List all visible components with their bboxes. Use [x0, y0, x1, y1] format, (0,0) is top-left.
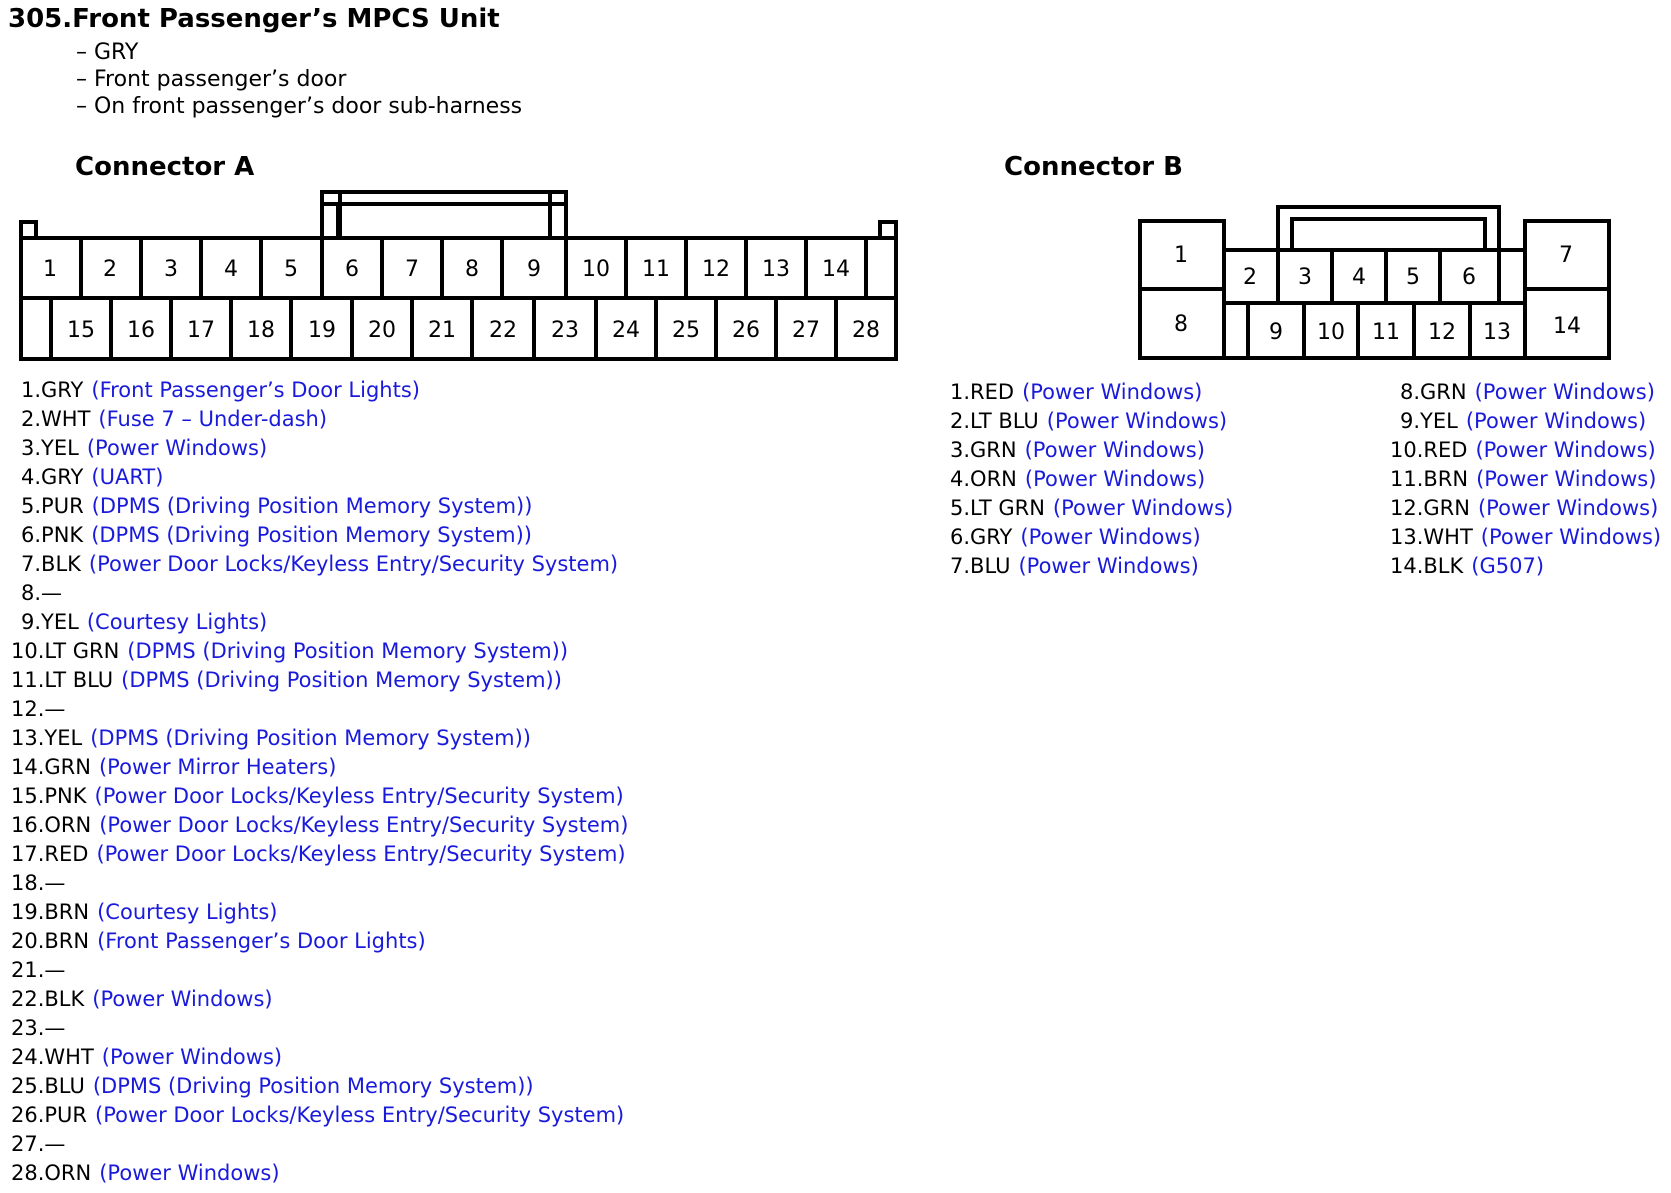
pin-circuit: (Power Door Locks/Keyless Entry/Security System): [88, 552, 619, 576]
pin-label: 1.RED: [950, 380, 1015, 404]
list-item: [950, 554, 1199, 578]
list-item: [11, 668, 562, 692]
pin-circuit: (Front Passenger’s Door Lights): [91, 378, 420, 402]
list-item: [11, 1045, 282, 1069]
connector-a-pin-18: 18: [247, 318, 275, 343]
pin-circuit: (Power Windows): [1046, 409, 1228, 433]
pin-circuit: (DPMS (Driving Position Memory System)): [92, 1074, 534, 1098]
list-item: [21, 494, 532, 518]
connector-a-pin-22: 22: [489, 318, 517, 343]
list-item: [1390, 554, 1544, 578]
pin-label: 9.YEL: [21, 610, 79, 634]
description-harness: – On front passenger’s door sub-harness: [76, 94, 523, 119]
connector-a-pin-7: 7: [405, 257, 419, 282]
connector-a-pin-16: 16: [127, 318, 155, 343]
pin-label: 1.GRY: [21, 378, 84, 402]
connector-b-pin-7: 7: [1559, 243, 1573, 268]
pin-label: 8.—: [21, 581, 63, 605]
pin-circuit: (Power Windows): [1474, 380, 1655, 404]
pin-circuit: (Power Windows): [1477, 496, 1659, 520]
list-item: [11, 755, 336, 779]
connector-a-pin-20: 20: [368, 318, 396, 343]
description-location: – Front passenger’s door: [76, 67, 347, 92]
list-item: [950, 438, 1205, 462]
pin-circuit: (DPMS (Driving Position Memory System)): [121, 668, 562, 692]
connector-a-pin-4: 4: [224, 257, 238, 282]
list-item: [950, 496, 1233, 520]
connector-b-pin-12: 12: [1428, 320, 1456, 345]
pin-circuit: (Power Mirror Heaters): [98, 755, 337, 779]
connector-b-diagram: [0, 0, 1671, 380]
pin-label: 16.ORN: [11, 813, 92, 837]
list-item: [11, 842, 626, 866]
pin-circuit: (Power Windows): [1024, 438, 1205, 462]
list-item: [21, 581, 70, 605]
connector-a-heading: Connector A: [75, 152, 255, 182]
pin-label: 19.BRN: [11, 900, 90, 924]
connector-a-pin-13: 13: [762, 257, 790, 282]
pin-circuit: (Power Windows): [1480, 525, 1662, 549]
list-item: [11, 871, 73, 895]
pin-circuit: (Power Windows): [1465, 409, 1647, 433]
pin-circuit: (Courtesy Lights): [97, 900, 278, 924]
pin-circuit: (DPMS (Driving Position Memory System)): [127, 639, 569, 663]
list-item: [21, 552, 618, 576]
pin-label: 14.GRN: [11, 755, 91, 779]
pin-circuit: (Power Windows): [1475, 438, 1656, 462]
list-item: [11, 900, 278, 924]
pin-label: 15.PNK: [11, 784, 87, 808]
connector-b-pin-13: 13: [1483, 320, 1511, 345]
list-item: [1400, 380, 1655, 404]
pin-label: 13.YEL: [11, 726, 83, 750]
pin-label: 12.GRN: [1390, 496, 1470, 520]
pin-circuit: (Power Windows): [1024, 467, 1206, 491]
pin-circuit: (Power Windows): [101, 1045, 283, 1069]
list-item: [11, 1161, 280, 1185]
pin-label: 6.PNK: [21, 523, 84, 547]
connector-a-pin-2: 2: [103, 257, 117, 282]
list-item: [11, 958, 73, 982]
pin-label: 28.ORN: [11, 1161, 92, 1185]
pin-circuit: (Power Windows): [92, 987, 273, 1011]
connector-a-pin-15: 15: [67, 318, 95, 343]
pin-circuit: (Power Door Locks/Keyless Entry/Security System): [95, 1103, 625, 1127]
pin-label: 6.GRY: [950, 525, 1013, 549]
pin-label: 4.ORN: [950, 467, 1017, 491]
list-item: [11, 1074, 534, 1098]
connector-a-pin-23: 23: [551, 318, 579, 343]
connector-b-pin-2: 2: [1243, 265, 1257, 290]
pin-label: 4.GRY: [21, 465, 84, 489]
pin-circuit: (Power Door Locks/Keyless Entry/Security System): [94, 784, 624, 808]
list-item: [11, 929, 426, 953]
list-item: [11, 813, 628, 837]
pin-label: 10.RED: [1390, 438, 1468, 462]
list-item: [950, 525, 1201, 549]
connector-a-pin-1: 1: [43, 257, 57, 282]
connector-a-pin-14: 14: [822, 257, 850, 282]
connector-a-pin-21: 21: [428, 318, 456, 343]
pin-label: 21.—: [11, 958, 66, 982]
connector-b-pin-10: 10: [1317, 320, 1345, 345]
pin-circuit: (Power Door Locks/Keyless Entry/Security System): [96, 842, 626, 866]
list-item: [11, 987, 273, 1011]
pin-label: 13.WHT: [1390, 525, 1473, 549]
pin-circuit: (Power Windows): [99, 1161, 280, 1185]
pin-label: 2.WHT: [21, 407, 91, 431]
pin-circuit: (Power Windows): [1476, 467, 1657, 491]
pin-label: 10.LT GRN: [11, 639, 120, 663]
list-item: [11, 639, 568, 663]
pin-label: 24.WHT: [11, 1045, 94, 1069]
pin-label: 23.—: [11, 1016, 66, 1040]
list-item: [11, 697, 73, 721]
connector-a-pin-26: 26: [732, 318, 760, 343]
list-item: [1390, 467, 1656, 491]
pin-label: 5.LT GRN: [950, 496, 1045, 520]
pin-label: 7.BLK: [21, 552, 81, 576]
list-item: [11, 1132, 73, 1156]
pin-label: 25.BLU: [11, 1074, 85, 1098]
list-item: [950, 467, 1205, 491]
connector-a-pin-28: 28: [852, 318, 880, 343]
pin-label: 18.—: [11, 871, 66, 895]
connector-a-pin-12: 12: [702, 257, 730, 282]
connector-b-heading: Connector B: [1004, 152, 1183, 182]
pin-circuit: (Front Passenger’s Door Lights): [97, 929, 426, 953]
pin-label: 11.BRN: [1390, 467, 1469, 491]
pin-label: 2.LT BLU: [950, 409, 1039, 433]
connector-a-pin-3: 3: [164, 257, 178, 282]
list-item: [21, 436, 267, 460]
list-item: [21, 610, 267, 634]
pin-label: 14.BLK: [1390, 554, 1464, 578]
connector-b-pin-3: 3: [1298, 265, 1312, 290]
pin-label: 3.GRN: [950, 438, 1017, 462]
list-item: [21, 407, 327, 431]
pin-circuit: (DPMS (Driving Position Memory System)): [90, 726, 531, 750]
connector-b-pin-11: 11: [1372, 320, 1400, 345]
pin-circuit: (Power Windows): [1052, 496, 1234, 520]
pin-circuit: (Power Windows): [1018, 554, 1199, 578]
list-item: [21, 465, 163, 489]
connector-a-pin-25: 25: [672, 318, 700, 343]
pin-circuit: (Power Door Locks/Keyless Entry/Security System): [99, 813, 629, 837]
connector-b-pin-1: 1: [1174, 243, 1188, 268]
connector-b-pin-14: 14: [1553, 314, 1581, 339]
list-item: [1390, 438, 1656, 462]
pin-circuit: (Courtesy Lights): [86, 610, 268, 634]
connector-a-pin-5: 5: [284, 257, 298, 282]
page-title: 305.Front Passenger’s MPCS Unit: [8, 4, 500, 34]
pin-circuit: (UART): [91, 465, 164, 489]
list-item: [21, 378, 420, 402]
pin-label: 11.LT BLU: [11, 668, 114, 692]
connector-b-pin-9: 9: [1269, 320, 1283, 345]
pin-label: 9.YEL: [1400, 409, 1458, 433]
pin-circuit: (G507): [1471, 554, 1545, 578]
pin-label: 20.BRN: [11, 929, 90, 953]
pin-label: 12.—: [11, 697, 66, 721]
pin-label: 27.—: [11, 1132, 66, 1156]
list-item: [950, 380, 1202, 404]
connector-a-pin-10: 10: [582, 257, 610, 282]
list-item: [1400, 409, 1646, 433]
pin-label: 22.BLK: [11, 987, 85, 1011]
pin-label: 3.YEL: [21, 436, 79, 460]
pin-label: 8.GRN: [1400, 380, 1467, 404]
connector-a-pin-24: 24: [612, 318, 640, 343]
connector-b-pin-4: 4: [1352, 265, 1366, 290]
connector-a-pin-8: 8: [465, 257, 479, 282]
pin-circuit: (Fuse 7 – Under-dash): [98, 407, 328, 431]
connector-a-pin-27: 27: [792, 318, 820, 343]
pin-label: 5.PUR: [21, 494, 84, 518]
pin-label: 26.PUR: [11, 1103, 88, 1127]
list-item: [21, 523, 532, 547]
connector-b-pin-6: 6: [1462, 265, 1476, 290]
pin-circuit: (Power Windows): [86, 436, 268, 460]
pin-circuit: (Power Windows): [1022, 380, 1203, 404]
list-item: [1390, 525, 1661, 549]
connector-a-pin-19: 19: [308, 318, 336, 343]
connector-b-pin-8: 8: [1174, 312, 1188, 337]
list-item: [11, 1103, 624, 1127]
description-color: – GRY: [76, 40, 139, 65]
connector-a-pin-11: 11: [642, 257, 670, 282]
list-item: [1390, 496, 1658, 520]
connector-a-pin-17: 17: [187, 318, 215, 343]
pin-label: 17.RED: [11, 842, 89, 866]
pin-circuit: (Power Windows): [1020, 525, 1201, 549]
list-item: [11, 784, 624, 808]
list-item: [11, 726, 531, 750]
connector-a-pin-6: 6: [345, 257, 359, 282]
pin-label: 7.BLU: [950, 554, 1011, 578]
list-item: [950, 409, 1227, 433]
pin-circuit: (DPMS (Driving Position Memory System)): [91, 494, 533, 518]
pin-circuit: (DPMS (Driving Position Memory System)): [91, 523, 532, 547]
connector-b-pin-5: 5: [1406, 265, 1420, 290]
list-item: [11, 1016, 73, 1040]
connector-a-pin-9: 9: [527, 257, 541, 282]
